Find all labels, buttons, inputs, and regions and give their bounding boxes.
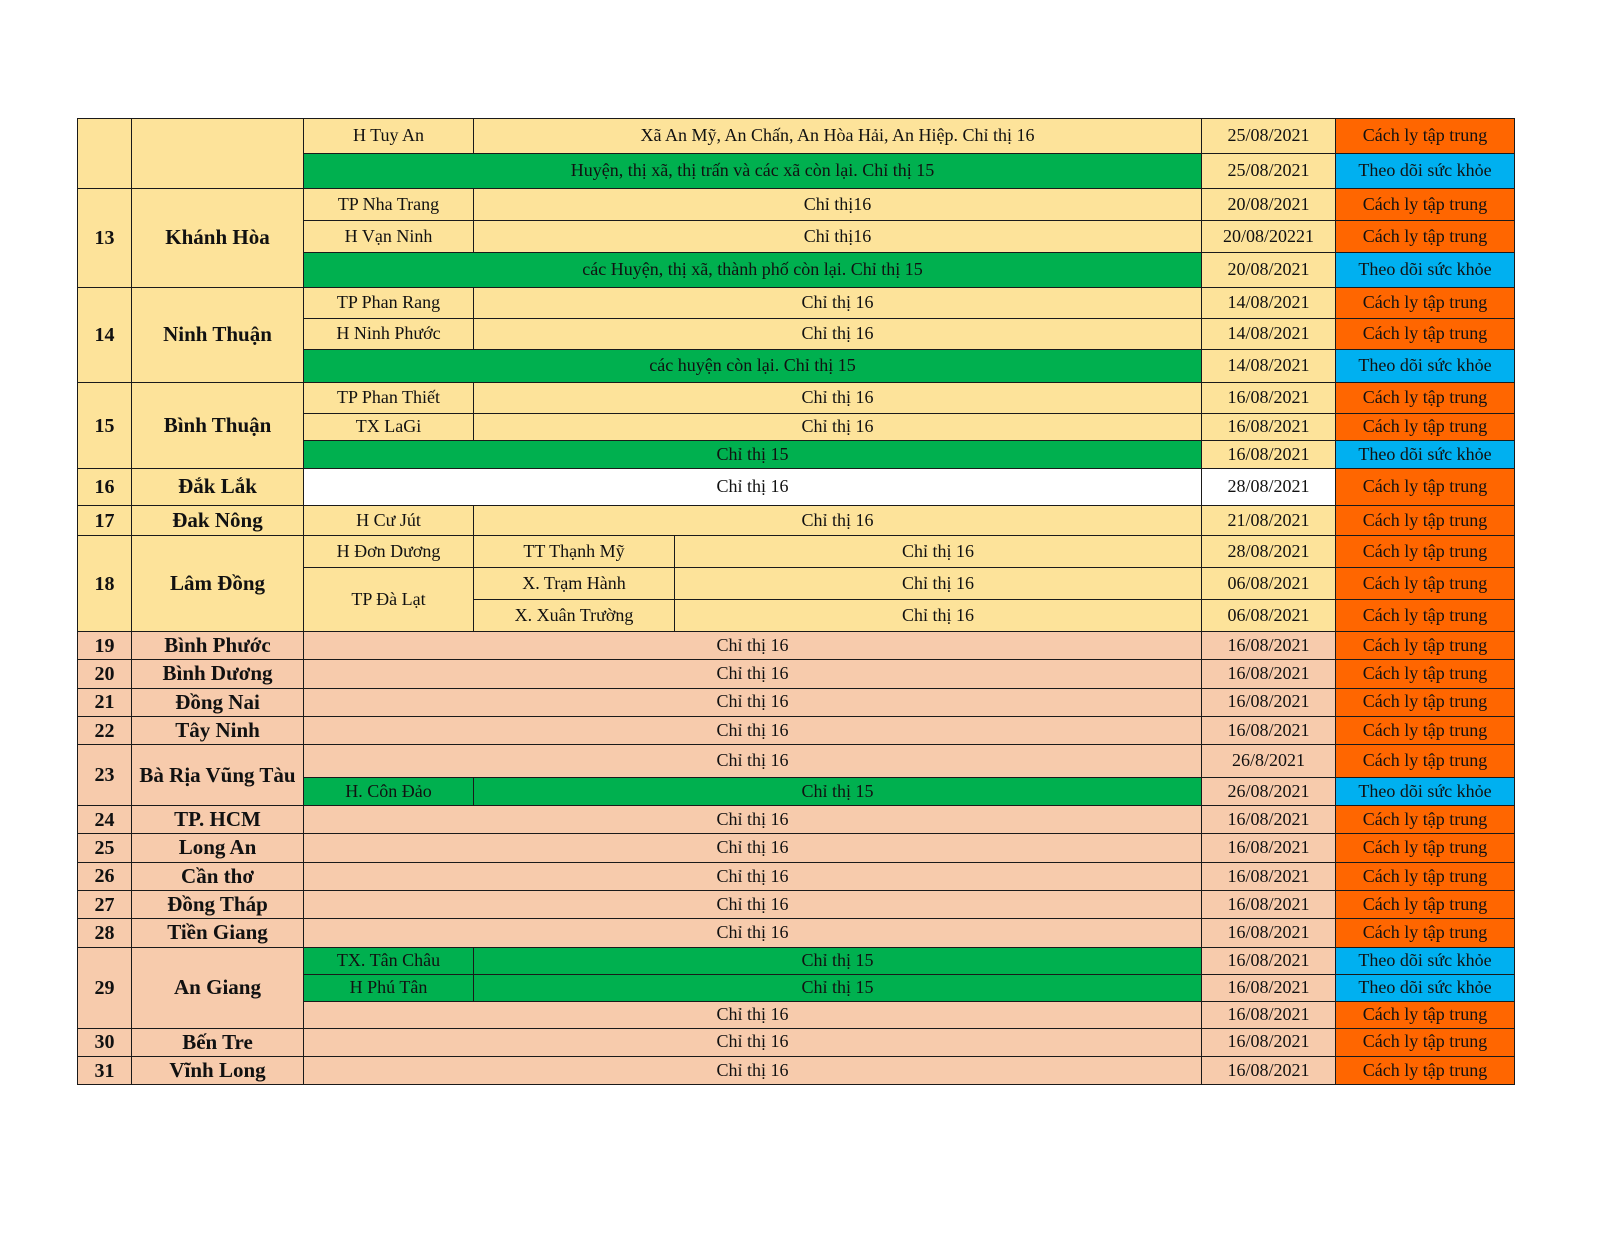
measure-cell: Cách ly tập trung	[1336, 806, 1515, 834]
table-cell: Chỉ thị 16	[304, 660, 1202, 688]
table-cell: 25/08/2021	[1202, 154, 1336, 189]
province-cell: Lâm Đồng	[132, 536, 304, 632]
row-number-cell: 31	[78, 1056, 132, 1084]
table-cell: Chỉ thị 15	[474, 947, 1202, 974]
table-cell: 16/08/2021	[1202, 1001, 1336, 1028]
table-cell: Xã An Mỹ, An Chấn, An Hòa Hải, An Hiệp. Chỉ thị 16	[474, 119, 1202, 154]
table-cell: H Tuy An	[304, 119, 474, 154]
province-cell: Bình Thuận	[132, 383, 304, 469]
table-row	[78, 506, 1515, 536]
table-cell: 16/08/2021	[1202, 688, 1336, 716]
table-row	[78, 1028, 1515, 1056]
measure-cell: Cách ly tập trung	[1336, 716, 1515, 744]
table-cell: Chỉ thị 16	[675, 600, 1202, 632]
table-cell: TP Nha Trang	[304, 189, 474, 221]
table-cell: X. Xuân Trường	[474, 600, 675, 632]
table-cell: X. Trạm Hành	[474, 568, 675, 600]
table-cell: Chỉ thị 16	[304, 806, 1202, 834]
row-number-cell	[78, 119, 132, 189]
row-number-cell: 16	[78, 469, 132, 506]
measure-cell: Cách ly tập trung	[1336, 688, 1515, 716]
table-row	[78, 1056, 1515, 1084]
table-cell: 20/08/2021	[1202, 253, 1336, 288]
table-cell: 20/08/2021	[1202, 189, 1336, 221]
table-cell: H Vạn Ninh	[304, 221, 474, 253]
table-cell: 21/08/2021	[1202, 506, 1336, 536]
province-cell: Tiền Giang	[132, 919, 304, 947]
province-cell: TP. HCM	[132, 806, 304, 834]
table-row	[78, 189, 1515, 221]
table-cell: 16/08/2021	[1202, 834, 1336, 862]
table-row	[78, 632, 1515, 660]
row-number-cell: 23	[78, 745, 132, 806]
table-cell: 26/08/2021	[1202, 778, 1336, 806]
table-row	[78, 862, 1515, 890]
table-cell: Chỉ thị 15	[304, 441, 1202, 469]
table-cell: TP Phan Thiết	[304, 383, 474, 414]
province-cell: Vĩnh Long	[132, 1056, 304, 1084]
table-cell: 16/08/2021	[1202, 716, 1336, 744]
row-number-cell: 17	[78, 506, 132, 536]
table-cell: Chỉ thị 16	[474, 506, 1202, 536]
table-body	[78, 119, 1515, 1085]
table-cell: các Huyện, thị xã, thành phố còn lại. Chỉ thị 15	[304, 253, 1202, 288]
measure-cell: Cách ly tập trung	[1336, 319, 1515, 350]
table-cell: 16/08/2021	[1202, 660, 1336, 688]
row-number-cell: 28	[78, 919, 132, 947]
table-cell: 06/08/2021	[1202, 568, 1336, 600]
province-cell: Bà Rịa Vũng Tàu	[132, 745, 304, 806]
table-cell: 16/08/2021	[1202, 441, 1336, 469]
table-cell: Chỉ thị 16	[304, 1001, 1202, 1028]
row-number-cell: 27	[78, 891, 132, 919]
measure-cell: Cách ly tập trung	[1336, 891, 1515, 919]
table-row	[78, 383, 1515, 414]
table-cell: Chỉ thị 15	[474, 974, 1202, 1001]
table-cell: TT Thạnh Mỹ	[474, 536, 675, 568]
province-cell: Bình Dương	[132, 660, 304, 688]
table-cell: 14/08/2021	[1202, 288, 1336, 319]
measure-cell: Cách ly tập trung	[1336, 536, 1515, 568]
province-cell	[132, 119, 304, 189]
measure-cell: Cách ly tập trung	[1336, 469, 1515, 506]
measure-cell: Cách ly tập trung	[1336, 383, 1515, 414]
row-number-cell: 19	[78, 632, 132, 660]
table-cell: Chỉ thị 16	[304, 716, 1202, 744]
table-row	[78, 834, 1515, 862]
table-cell: Chỉ thị 16	[675, 568, 1202, 600]
table-cell: TP Đà Lạt	[304, 568, 474, 632]
table-cell: 25/08/2021	[1202, 119, 1336, 154]
table-cell: Chỉ thị 16	[304, 1028, 1202, 1056]
measure-cell: Theo dõi sức khỏe	[1336, 350, 1515, 383]
table-cell: 16/08/2021	[1202, 1028, 1336, 1056]
table-cell: 16/08/2021	[1202, 891, 1336, 919]
table-cell: H. Côn Đảo	[304, 778, 474, 806]
measure-cell: Cách ly tập trung	[1336, 414, 1515, 441]
measure-cell: Theo dõi sức khỏe	[1336, 154, 1515, 189]
province-cell: Đồng Nai	[132, 688, 304, 716]
table-cell: Chỉ thị16	[474, 221, 1202, 253]
row-number-cell: 29	[78, 947, 132, 1028]
province-cell: Long An	[132, 834, 304, 862]
measure-cell: Cách ly tập trung	[1336, 600, 1515, 632]
measure-cell: Cách ly tập trung	[1336, 1028, 1515, 1056]
table-row	[78, 716, 1515, 744]
table-cell: 26/8/2021	[1202, 745, 1336, 778]
measure-cell: Theo dõi sức khỏe	[1336, 947, 1515, 974]
measure-cell: Theo dõi sức khỏe	[1336, 441, 1515, 469]
row-number-cell: 25	[78, 834, 132, 862]
table-cell: Chỉ thị 16	[304, 1056, 1202, 1084]
table-cell: 28/08/2021	[1202, 536, 1336, 568]
table-cell: TP Phan Rang	[304, 288, 474, 319]
province-cell: Bến Tre	[132, 1028, 304, 1056]
table-cell: 16/08/2021	[1202, 806, 1336, 834]
row-number-cell: 20	[78, 660, 132, 688]
measure-cell: Cách ly tập trung	[1336, 221, 1515, 253]
row-number-cell: 18	[78, 536, 132, 632]
province-cell: Đắk Lắk	[132, 469, 304, 506]
measure-cell: Cách ly tập trung	[1336, 506, 1515, 536]
measure-cell: Cách ly tập trung	[1336, 745, 1515, 778]
measure-cell: Cách ly tập trung	[1336, 568, 1515, 600]
table-row	[78, 469, 1515, 506]
table-row	[78, 288, 1515, 319]
province-cell: Khánh Hòa	[132, 189, 304, 288]
measure-cell: Cách ly tập trung	[1336, 660, 1515, 688]
table-row	[78, 536, 1515, 568]
measure-cell: Cách ly tập trung	[1336, 1001, 1515, 1028]
covid-restriction-table	[77, 118, 1515, 1085]
table-cell: Chỉ thị 16	[304, 862, 1202, 890]
row-number-cell: 22	[78, 716, 132, 744]
table-cell: Chỉ thị 16	[304, 469, 1202, 506]
table-cell: 06/08/2021	[1202, 600, 1336, 632]
table-row	[78, 688, 1515, 716]
row-number-cell: 24	[78, 806, 132, 834]
row-number-cell: 13	[78, 189, 132, 288]
row-number-cell: 26	[78, 862, 132, 890]
table-cell: 28/08/2021	[1202, 469, 1336, 506]
measure-cell: Cách ly tập trung	[1336, 1056, 1515, 1084]
province-cell: An Giang	[132, 947, 304, 1028]
table-cell: Huyện, thị xã, thị trấn và các xã còn lại. Chỉ thị 15	[304, 154, 1202, 189]
table-cell: Chỉ thị 16	[474, 414, 1202, 441]
measure-cell: Theo dõi sức khỏe	[1336, 253, 1515, 288]
province-cell: Đồng Tháp	[132, 891, 304, 919]
table-cell: H Phú Tân	[304, 974, 474, 1001]
table-cell: 16/08/2021	[1202, 1056, 1336, 1084]
table-cell: H Cư Jút	[304, 506, 474, 536]
province-cell: Đak Nông	[132, 506, 304, 536]
table-cell: 16/08/2021	[1202, 383, 1336, 414]
table-cell: Chỉ thị 16	[675, 536, 1202, 568]
table-cell: 14/08/2021	[1202, 319, 1336, 350]
table-cell: Chỉ thị 16	[474, 319, 1202, 350]
row-number-cell: 15	[78, 383, 132, 469]
table-cell: TX. Tân Châu	[304, 947, 474, 974]
table-cell: các huyện còn lại. Chỉ thị 15	[304, 350, 1202, 383]
row-number-cell: 21	[78, 688, 132, 716]
table-row	[78, 891, 1515, 919]
row-number-cell: 30	[78, 1028, 132, 1056]
table-cell: Chỉ thị 16	[474, 288, 1202, 319]
measure-cell: Cách ly tập trung	[1336, 288, 1515, 319]
measure-cell: Cách ly tập trung	[1336, 919, 1515, 947]
table-cell: 16/08/2021	[1202, 414, 1336, 441]
table-cell: 16/08/2021	[1202, 862, 1336, 890]
measure-cell: Cách ly tập trung	[1336, 862, 1515, 890]
table-cell: Chỉ thị 16	[304, 891, 1202, 919]
table-cell: Chỉ thị 15	[474, 778, 1202, 806]
province-cell: Tây Ninh	[132, 716, 304, 744]
table-cell: Chỉ thị 16	[304, 919, 1202, 947]
measure-cell: Theo dõi sức khỏe	[1336, 778, 1515, 806]
measure-cell: Cách ly tập trung	[1336, 632, 1515, 660]
table-cell: 16/08/2021	[1202, 947, 1336, 974]
table-cell: 14/08/2021	[1202, 350, 1336, 383]
table-row	[78, 919, 1515, 947]
table-cell: 16/08/2021	[1202, 632, 1336, 660]
table-cell: H Đơn Dương	[304, 536, 474, 568]
table-cell: Chỉ thị 16	[304, 632, 1202, 660]
measure-cell: Cách ly tập trung	[1336, 834, 1515, 862]
table-row	[78, 947, 1515, 974]
measure-cell: Cách ly tập trung	[1336, 189, 1515, 221]
table-cell: Chỉ thị 16	[474, 383, 1202, 414]
province-cell: Ninh Thuận	[132, 288, 304, 383]
measure-cell: Theo dõi sức khỏe	[1336, 974, 1515, 1001]
province-cell: Bình Phước	[132, 632, 304, 660]
table-cell: Chỉ thị 16	[304, 688, 1202, 716]
row-number-cell: 14	[78, 288, 132, 383]
table-cell: Chỉ thị 16	[304, 834, 1202, 862]
measure-cell: Cách ly tập trung	[1336, 119, 1515, 154]
table-cell: TX LaGi	[304, 414, 474, 441]
table-row	[78, 660, 1515, 688]
table-cell: Chỉ thị 16	[304, 745, 1202, 778]
table-cell: Chỉ thị16	[474, 189, 1202, 221]
province-cell: Cần thơ	[132, 862, 304, 890]
table-cell: H Ninh Phước	[304, 319, 474, 350]
table-row	[78, 119, 1515, 154]
table-cell: 16/08/2021	[1202, 974, 1336, 1001]
table-row	[78, 745, 1515, 778]
table-row	[78, 806, 1515, 834]
table-cell: 16/08/2021	[1202, 919, 1336, 947]
table-cell: 20/08/20221	[1202, 221, 1336, 253]
